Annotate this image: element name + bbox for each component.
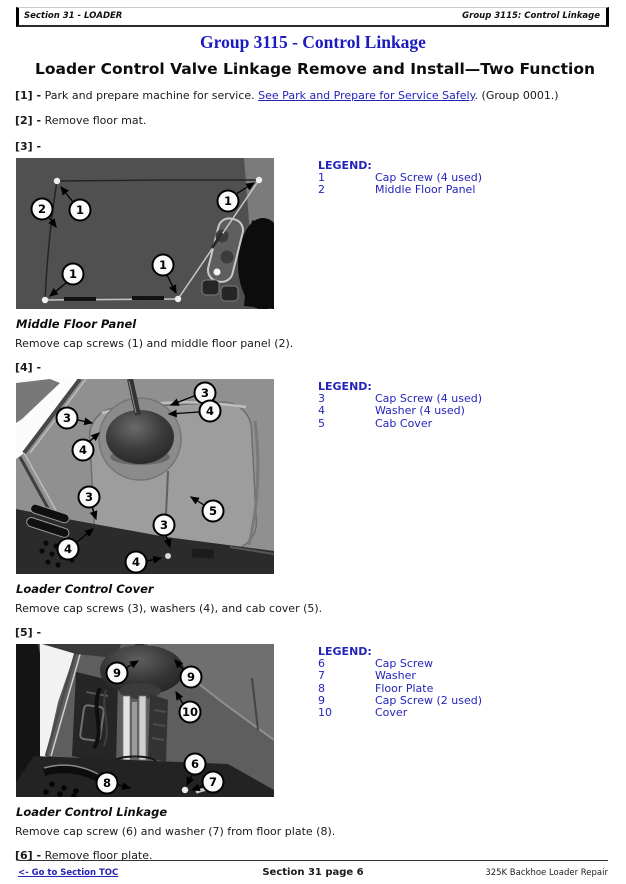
legend-key: 2 xyxy=(318,183,325,197)
step-5-label: [5] - xyxy=(15,625,42,639)
step-1-label: [1] - xyxy=(15,89,42,102)
step-1-text: Park and prepare machine for service. xyxy=(44,89,255,102)
figure-2-row xyxy=(0,379,626,574)
legend-label: Washer xyxy=(375,669,416,683)
figure-1 xyxy=(16,158,274,309)
legend-label: Cap Screw (4 used) xyxy=(375,170,483,184)
legend-key: 10 xyxy=(318,706,332,720)
step-6-text: Remove floor plate. xyxy=(44,848,153,862)
park-prepare-service-link[interactable]: See Park and Prepare for Service Safely xyxy=(258,89,475,102)
page-number: Section 31 page 6 xyxy=(262,867,364,878)
legend-1 xyxy=(318,158,482,309)
legend-row xyxy=(318,670,482,682)
legend-key: 7 xyxy=(318,669,325,683)
manual-name: 325K Backhoe Loader Repair xyxy=(485,868,608,878)
legend-label: Cap Screw (2 used) xyxy=(375,693,483,707)
svg-text:1: 1 xyxy=(68,266,78,281)
legend-3 xyxy=(318,644,482,797)
legend-key: 4 xyxy=(318,404,325,418)
legend-label: Middle Floor Panel xyxy=(375,183,476,197)
svg-text:5: 5 xyxy=(208,503,218,518)
step-1 xyxy=(15,89,626,103)
legend-2 xyxy=(318,379,482,574)
figure-1-body: Remove cap screws (1) and middle floor panel (2). xyxy=(15,336,294,350)
legend-label: Washer (4 used) xyxy=(375,404,465,418)
svg-text:3: 3 xyxy=(200,385,210,400)
svg-text:1: 1 xyxy=(158,257,168,272)
legend-row xyxy=(318,184,482,196)
figure-3-body: Remove cap screw (6) and washer (7) from floor plate (8). xyxy=(15,824,336,838)
svg-text:1: 1 xyxy=(75,202,85,217)
legend-key: 5 xyxy=(318,416,325,430)
go-to-section-toc-link[interactable]: <- Go to Section TOC xyxy=(18,868,119,878)
svg-text:1: 1 xyxy=(223,193,233,208)
step-4-label: [4] - xyxy=(15,360,42,374)
legend-key: 9 xyxy=(318,693,325,707)
legend-key: 8 xyxy=(318,681,325,695)
legend-key: 1 xyxy=(318,170,325,184)
loader-control-linkage-image xyxy=(16,644,274,797)
legend-row xyxy=(318,418,482,430)
page-header xyxy=(16,7,609,27)
legend-3-title: LEGEND: xyxy=(318,644,372,658)
figure-2 xyxy=(16,379,274,574)
svg-text:8: 8 xyxy=(102,775,112,790)
svg-text:6: 6 xyxy=(190,756,200,771)
figure-2-caption: Loader Control Cover xyxy=(16,581,154,596)
svg-text:4: 4 xyxy=(63,541,73,556)
svg-text:9: 9 xyxy=(186,669,196,684)
legend-label: Cab Cover xyxy=(375,416,433,430)
figure-1-row xyxy=(0,158,626,309)
step-2-text: Remove floor mat. xyxy=(44,114,147,128)
svg-text:4: 4 xyxy=(205,403,215,418)
middle-floor-panel-image xyxy=(16,158,274,309)
figure-3-row xyxy=(0,644,626,797)
legend-label: Cap Screw (4 used) xyxy=(375,391,483,405)
legend-row xyxy=(318,707,482,719)
figure-2-body: Remove cap screws (3), washers (4), and cab cover (5). xyxy=(15,601,323,615)
step-1-after: . (Group 0001.) xyxy=(474,89,559,102)
step-3-label: [3] - xyxy=(15,139,42,153)
svg-text:3: 3 xyxy=(84,489,94,504)
legend-label: Cap Screw xyxy=(375,656,433,670)
legend-key: 3 xyxy=(318,391,325,405)
step-2 xyxy=(15,114,626,128)
loader-control-cover-image xyxy=(16,379,274,574)
legend-row xyxy=(318,683,482,695)
legend-key: 6 xyxy=(318,656,325,670)
page-footer xyxy=(18,860,608,878)
figure-3-caption: Loader Control Linkage xyxy=(16,804,168,819)
header-section-label: Section 31 - LOADER xyxy=(24,11,123,21)
legend-2-title: LEGEND: xyxy=(318,379,372,393)
svg-text:10: 10 xyxy=(181,704,199,719)
svg-text:3: 3 xyxy=(159,517,169,532)
step-6-label: [6] - xyxy=(15,848,42,862)
figure-3 xyxy=(16,644,274,797)
step-2-label: [2] - xyxy=(15,114,42,128)
legend-label: Cover xyxy=(375,706,408,720)
legend-1-title: LEGEND: xyxy=(318,158,372,172)
svg-text:9: 9 xyxy=(112,665,122,680)
svg-text:4: 4 xyxy=(131,554,141,569)
header-group-label: Group 3115: Control Linkage xyxy=(462,11,600,21)
svg-text:2: 2 xyxy=(37,201,47,216)
topic-title: Loader Control Valve Linkage Remove and Install—Two Function xyxy=(35,60,596,78)
svg-text:3: 3 xyxy=(62,410,72,425)
svg-text:7: 7 xyxy=(208,774,218,789)
svg-text:4: 4 xyxy=(78,442,88,457)
legend-label: Floor Plate xyxy=(375,681,434,695)
group-title: Group 3115 - Control Linkage xyxy=(200,32,426,52)
legend-row xyxy=(318,405,482,417)
figure-1-caption: Middle Floor Panel xyxy=(16,316,137,331)
